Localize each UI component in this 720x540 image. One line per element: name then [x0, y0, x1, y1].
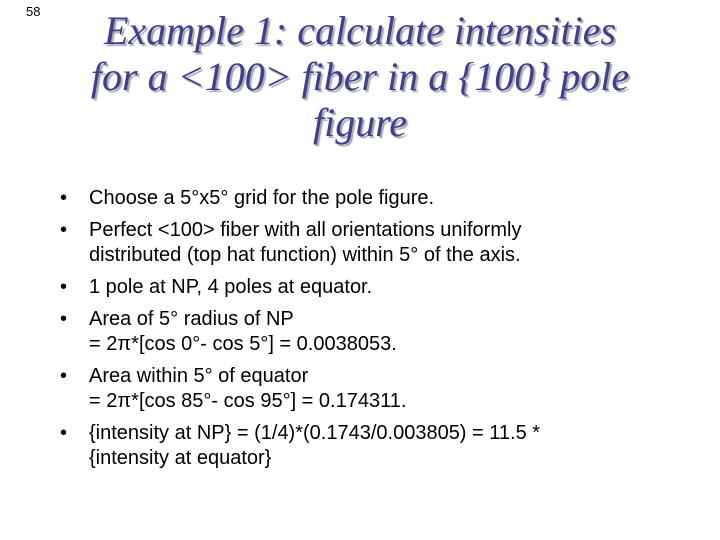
bullet-item	[60, 275, 700, 300]
bullet-item	[60, 186, 700, 211]
bullet-line: • Perfect <100> fiber with all orientations uniformly	[89, 219, 522, 241]
bullet-line: = 2π*[cos 0°- cos 5°] = 0.0038053.	[89, 333, 397, 355]
bullet-line: • Choose a 5°x5° grid for the pole figure.	[89, 187, 435, 209]
bullet-line: • 1 pole at NP, 4 poles at equator.	[89, 276, 373, 298]
title-line: figure	[312, 100, 408, 145]
slide-title	[40, 8, 680, 146]
bullet-item	[60, 307, 700, 357]
bullet-line: {intensity at equator}	[89, 447, 272, 469]
bullet-item	[60, 218, 700, 268]
slide-number: 58	[26, 4, 41, 19]
bullet-line: = 2π*[cos 85°- cos 95°] = 0.174311.	[89, 390, 407, 412]
bullet-line: distributed (top hat function) within 5° of the axis.	[89, 244, 521, 266]
title-line: Example 1: calculate intensities	[103, 8, 617, 53]
bullet-item	[60, 421, 700, 471]
bullet-line: • {intensity at NP} = (1/4)*(0.1743/0.003805) = 11.5 *	[89, 422, 541, 444]
title-line: for a <100> fiber in a {100} pole	[90, 54, 630, 99]
bullet-line: • Area of 5° radius of NP	[89, 308, 294, 330]
bullet-item	[60, 364, 700, 414]
bullet-list	[60, 186, 700, 478]
bullet-line: • Area within 5° of equator	[89, 365, 309, 387]
